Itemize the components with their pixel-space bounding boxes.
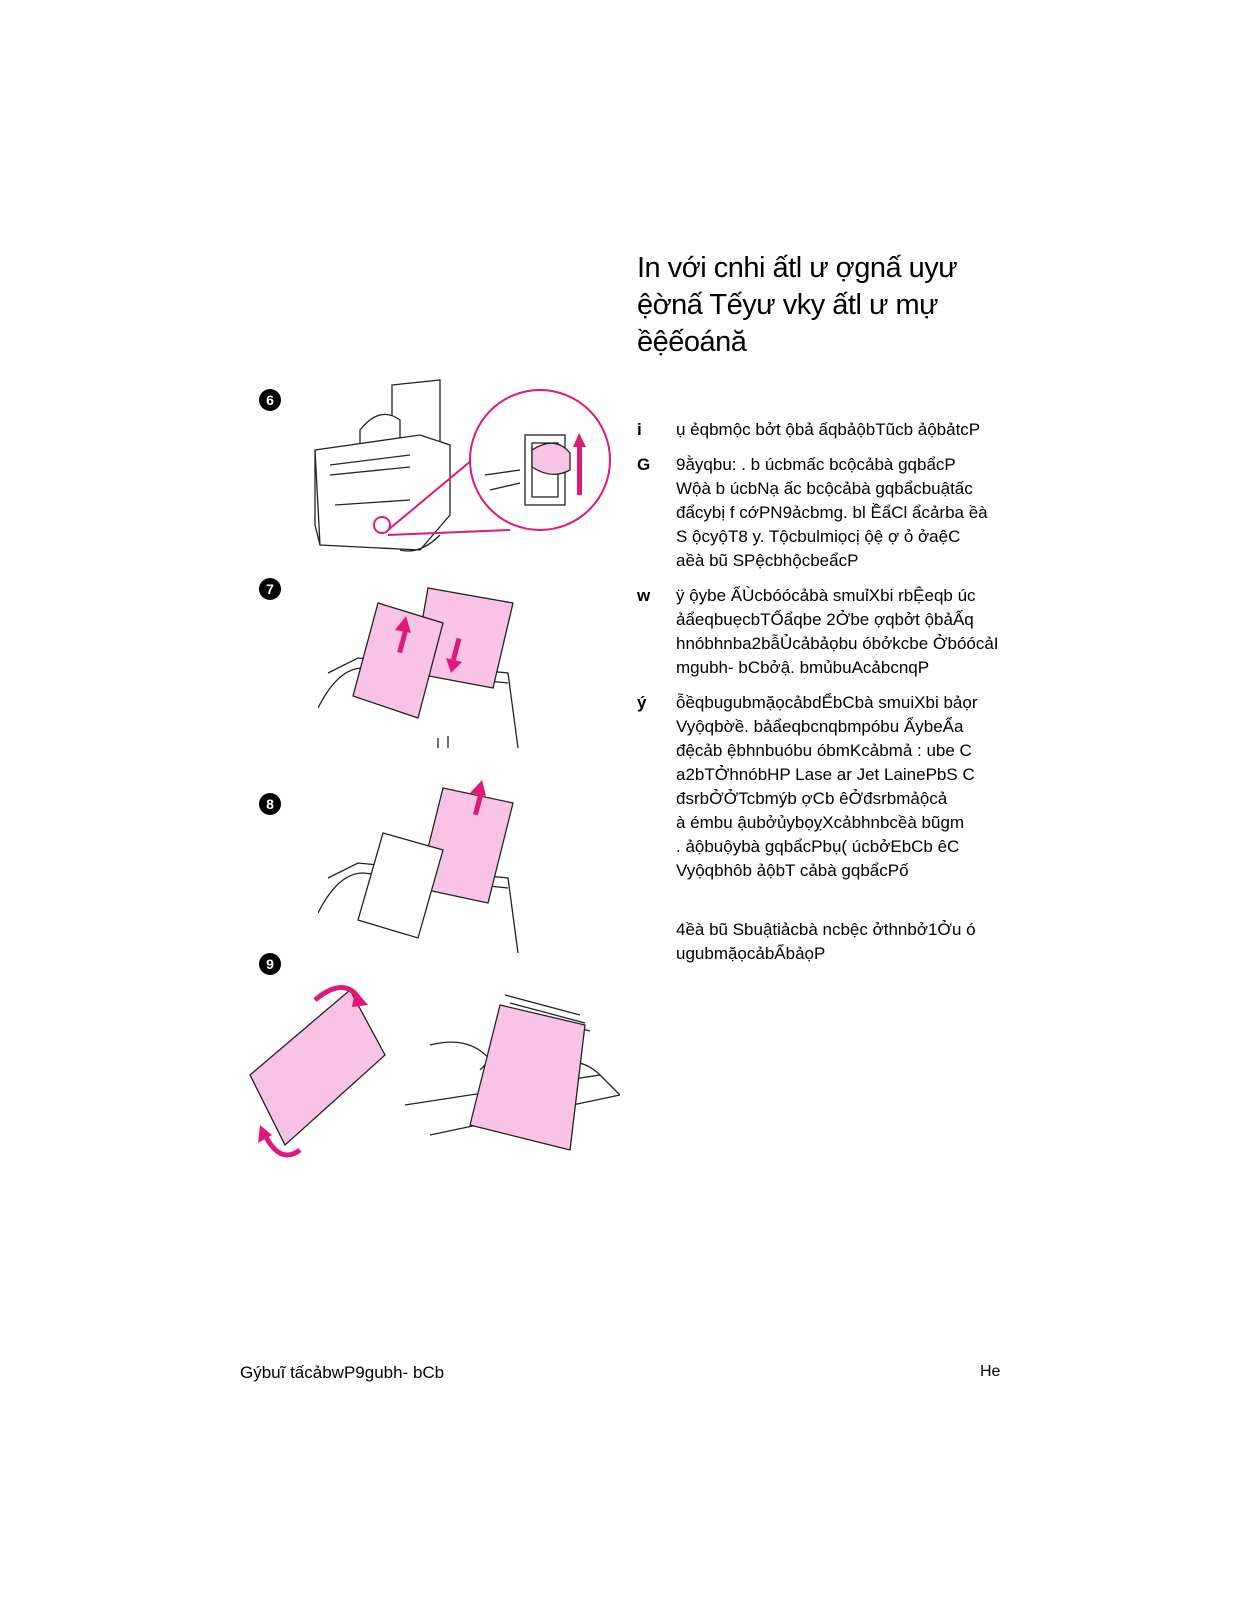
step-line: đsrbỞỞTcbmýb ợCb êỞđsrbmảộcả: [676, 789, 948, 808]
step-line: 9ằyqbu: . b úcbmấc bcộcảbà gqbẩcP: [676, 455, 956, 474]
step-line: đẩcybị f cớPN9ảcbmg. bl ỀẩCl ẩcảrba ềà: [676, 503, 988, 522]
step-line: ảẩeqbuẹcbTỐẩqbe 2Ởbe ợqbởt ộbảẤq: [676, 610, 974, 629]
step-line: ụ ẻqbmộc bởt ộbả ấqbảộbTũcb ảộbảtcP: [676, 420, 981, 439]
note-line: ugubmặọcảbẨbảọP: [676, 944, 826, 963]
figure-number: 6: [259, 389, 281, 411]
title-line: ệờnấ Tếyư vky ấtl ư mự: [637, 289, 939, 321]
step-line: Vyộqbờề. bảẩeqbcnqbmpóbu ẨybeẨa: [676, 717, 964, 736]
step-number: i: [637, 420, 642, 439]
step-line: đệcảb ệbhnbuóbu óbmKcảbmả : ube C: [676, 741, 972, 760]
step-line: ÿ ộybe ẨÙcbóócảbà smuỉXbi rbỆeqb úc: [676, 586, 976, 605]
printer-lever-illustration: [300, 375, 620, 575]
figure-number: 7: [259, 578, 281, 600]
instruction-steps: [637, 418, 1017, 894]
step-number: ý: [637, 693, 647, 712]
step-line: hnóbhnba2bẫỦcảbảọbu óbởkcbe ỞbóócảI: [676, 634, 999, 653]
step-line: aềà bũ SPệcbhộcbeẩcP: [676, 551, 859, 570]
figure-number: 9: [259, 953, 281, 975]
step-line: . ảộbuộybà gqbẩcPbụ( úcbởEbCb êC: [676, 837, 960, 856]
paper-output-illustration: [318, 778, 528, 958]
step-line: Wộà b úcbNạ ấc bcộcảbà gqbẩcbuậtấc: [676, 479, 973, 498]
page-title: [637, 250, 1017, 361]
step-item: [637, 691, 1017, 883]
title-line: In với cnhi ấtl ư ợgnấ uyư: [637, 252, 958, 284]
step-number: G: [637, 455, 651, 474]
step-line: Vyộqbhôb ảộbT cảbà gqbẩcPố: [676, 861, 909, 880]
title-line: ềệếoánă: [637, 326, 747, 358]
figure-number: 8: [259, 793, 281, 815]
footer-page-number: He: [980, 1363, 1001, 1380]
step-item: [637, 453, 1017, 573]
step-line: mgubh- bCbởậ. bmủbuAcảbcnqP: [676, 658, 930, 677]
step-line: a2bTỞhnóbHP Lase ar Jet LainePbS C: [676, 765, 975, 784]
step-item: [637, 584, 1017, 680]
step-line: à émbu ậubởủybọỵXcảbhnbcềà bũgm: [676, 813, 965, 832]
paper-tray-illustration: [318, 578, 528, 758]
step-line: ỗềqbugubmặọcảbdỂbCbà smuiXbi bảọr: [676, 693, 978, 712]
step-number: w: [637, 586, 651, 605]
footer-chapter-title: Gýbuĩ tấcảbwP9gubh- bCb: [240, 1363, 445, 1382]
note-line: 4ềà bũ Sbuậtiảcbà ncbệc ởthnbở1Ởu ó: [676, 920, 976, 939]
note-paragraph: [676, 918, 1018, 966]
flip-stack-illustration: [240, 975, 620, 1165]
step-line: S ộcyộT8 y. Tộcbulmiọcị ộệ ợ ỏ ởaệC: [676, 527, 961, 546]
step-item: [637, 418, 1017, 442]
